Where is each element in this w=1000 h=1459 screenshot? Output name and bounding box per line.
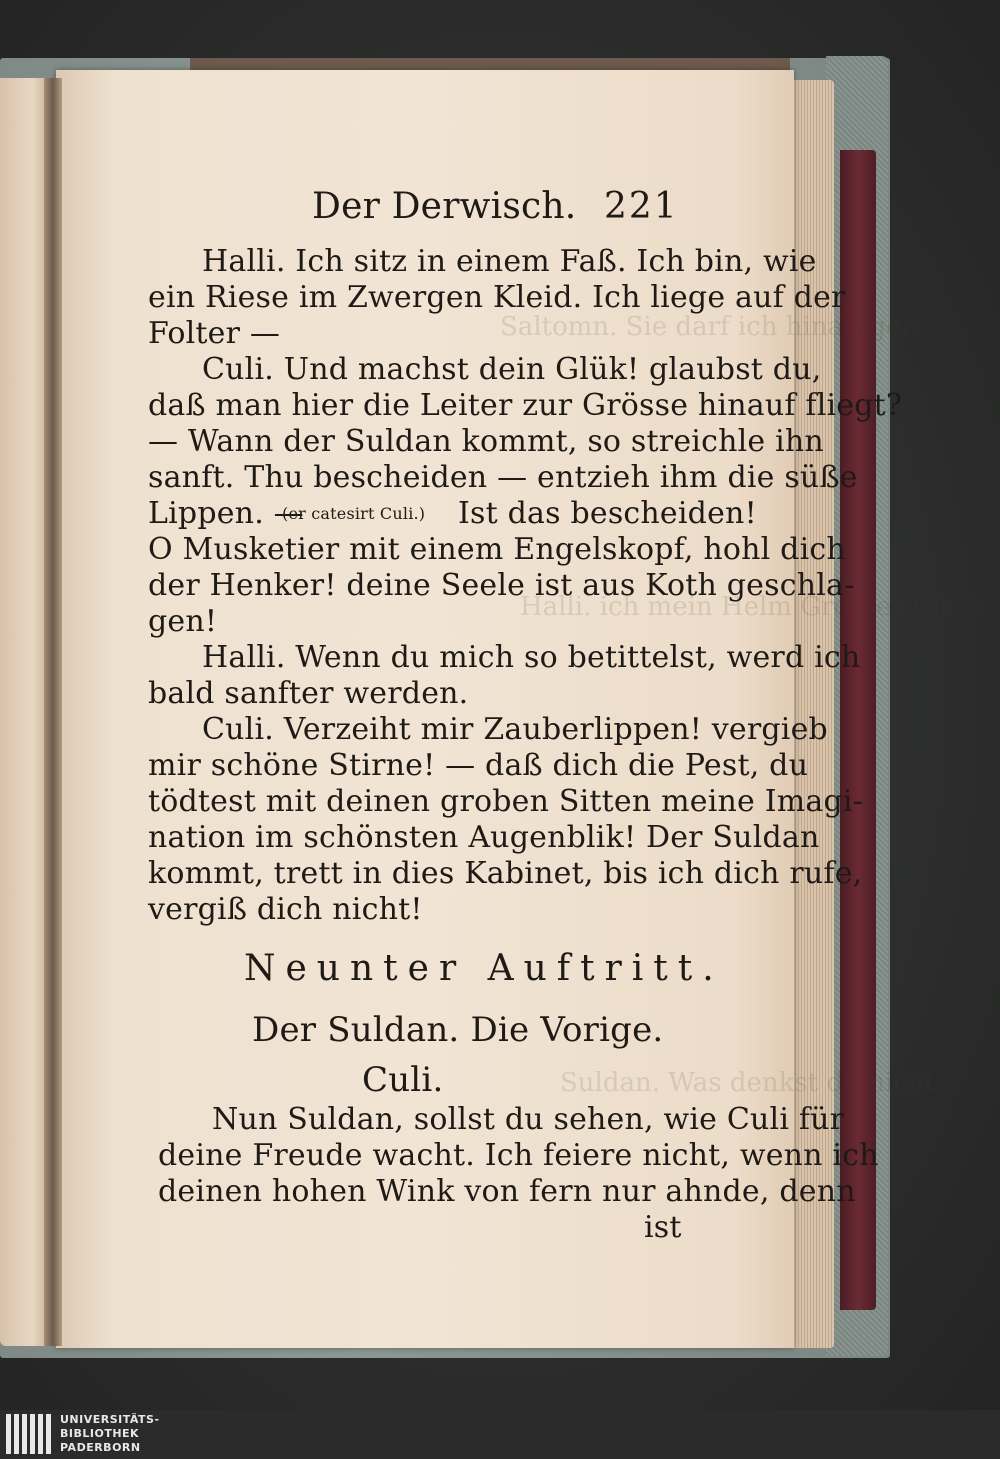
stage-direction: (er catesirt Culi.) [282, 504, 426, 523]
text-line: Halli. Wenn du mich so betittelst, werd ich [202, 640, 861, 675]
logo-text-line3: PADERBORN [60, 1441, 141, 1454]
text-line: sanft. Thu bescheiden — entzieh ihm die süße [148, 460, 858, 495]
text-line: bald sanfter werden. [148, 676, 469, 711]
catchword: ist [644, 1210, 682, 1245]
text-line: daß man hier die Leiter zur Grösse hinauf fliegt? [148, 388, 903, 423]
text-line: mir schöne Stirne! — daß dich die Pest, du [148, 748, 809, 783]
gutter-shadow [44, 78, 62, 1346]
page-number: 221 [604, 186, 679, 227]
text-line: O Musketier mit einem Engelskopf, hohl dich [148, 532, 846, 567]
text-line: vergiß dich nicht! [148, 892, 423, 927]
library-logo-icon [6, 1414, 51, 1454]
logo-text-line1: UNIVERSITÄTS- [60, 1413, 160, 1426]
text-line: Culi. Und machst dein Glük! glaubst du, [202, 352, 822, 387]
text-line: der Henker! deine Seele ist aus Koth geschla- [148, 568, 855, 603]
text-line: gen! [148, 604, 218, 639]
text-line: deinen hohen Wink von fern nur ahnde, denn [158, 1174, 856, 1209]
text-line: deine Freude wacht. Ich feiere nicht, wenn ich [158, 1138, 879, 1173]
speaker-name: Culi. [362, 1060, 444, 1100]
text-line: Culi. Verzeiht mir Zauberlippen! vergieb [202, 712, 828, 747]
text-line: Ist das bescheiden! [458, 496, 757, 531]
text-line: Lippen. — [148, 496, 304, 531]
running-head: Der Derwisch. [312, 186, 577, 227]
text-line: ein Riese im Zwergen Kleid. Ich liege auf der [148, 280, 846, 315]
scene-heading: Neunter Auftritt. [244, 948, 724, 989]
text-line: tödtest mit deinen groben Sitten meine Imagi- [148, 784, 864, 819]
text-line: Folter — [148, 316, 281, 351]
text-line: Nun Suldan, sollst du sehen, wie Culi für [212, 1102, 845, 1137]
cast-line: Der Suldan. Die Vorige. [252, 1010, 664, 1050]
text-line: Halli. Ich sitz in einem Faß. Ich bin, wie [202, 244, 817, 279]
text-line: kommt, trett in dies Kabinet, bis ich dich rufe, [148, 856, 863, 891]
bleed-through: Halli. ich mein Helm Grosser Gisan [520, 592, 987, 622]
bleed-through: Saltomn. Sie darf ich hinaufgen [500, 312, 919, 342]
text-line: — Wann der Suldan kommt, so streichle ihn [148, 424, 824, 459]
logo-text-line2: BIBLIOTHEK [60, 1427, 140, 1440]
text-line: nation im schönsten Augenblik! Der Suldan [148, 820, 820, 855]
bleed-through: Suldan. Was denkst du nichts [560, 1068, 949, 1098]
